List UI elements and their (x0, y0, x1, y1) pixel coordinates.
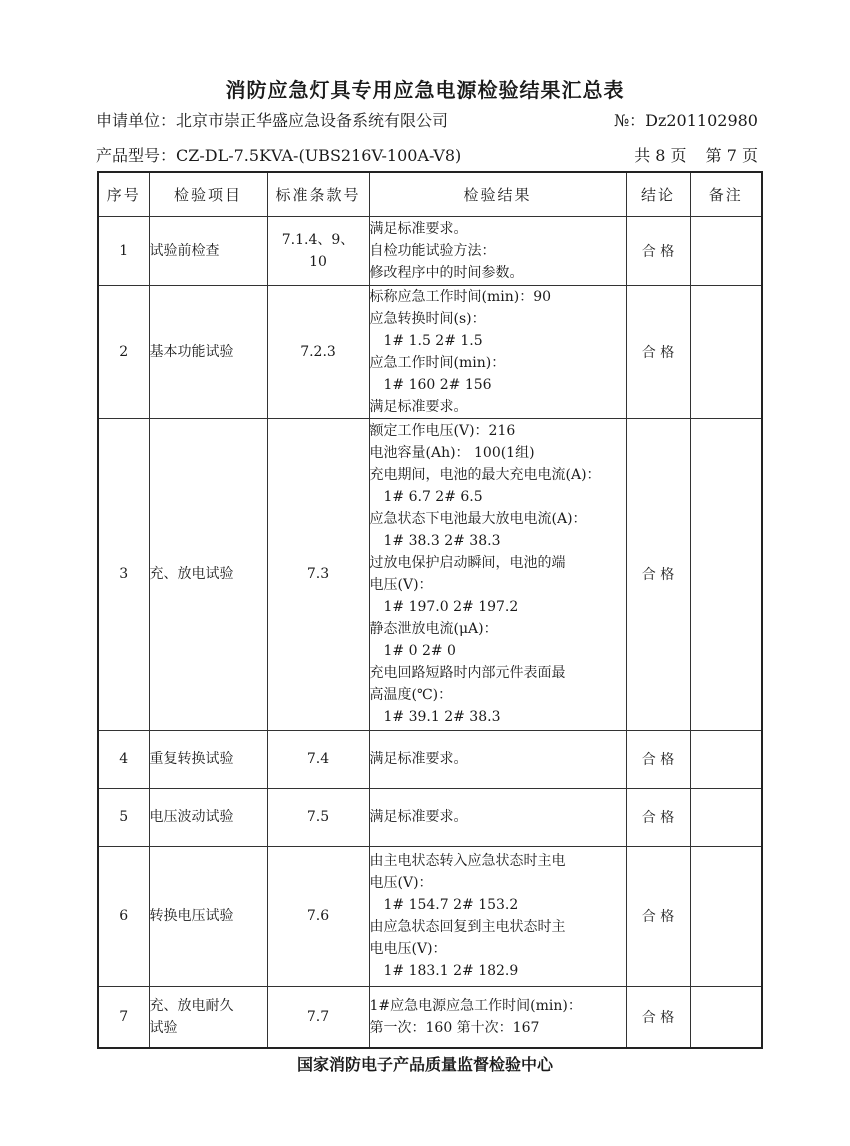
table-row (98, 846, 762, 986)
test-result (369, 788, 626, 846)
result-line: 1# 6.7 2# 6.5 (383, 489, 483, 505)
table-row (98, 418, 762, 730)
footer-organization: 国家消防电子产品质量监督检验中心 (296, 1055, 553, 1074)
result-line: 1# 197.0 2# 197.2 (383, 599, 519, 615)
test-item-line: 试验前检查 (149, 242, 220, 259)
table-row (98, 216, 762, 285)
page-info (620, 143, 758, 166)
clause-number (267, 846, 369, 986)
result-line: 额定工作电压(V)：216 (369, 423, 516, 439)
result-line: 过放电保护启动瞬间，电池的端 (369, 555, 566, 571)
clause-line: 7.4 (306, 751, 330, 767)
total-pages: 共 8 页 (634, 146, 687, 165)
clause-line: 7.6 (306, 908, 330, 924)
test-item (149, 418, 267, 730)
clause-line: 10 (309, 253, 327, 270)
test-result (369, 418, 626, 730)
header-clause: 标准条款号 (267, 172, 369, 216)
result-line: 应急转换时间(s)： (369, 310, 486, 327)
row-number: 5 (98, 788, 149, 846)
clause-line: 7.5 (306, 809, 330, 825)
test-item (149, 846, 267, 986)
test-item-line: 电压波动试验 (149, 809, 234, 825)
conclusion: 合 格 (626, 986, 690, 1048)
report-number: №：Dz201102980 (613, 111, 758, 130)
result-line: 修改程序中的时间参数。 (369, 264, 524, 281)
result-line: 应急状态下电池最大放电电流(A)： (369, 511, 587, 527)
conclusion: 合 格 (626, 285, 690, 418)
conclusion: 合 格 (626, 846, 690, 986)
page-number: 第 7 页 (705, 146, 758, 165)
table-row (98, 285, 762, 418)
test-item-line: 转换电压试验 (149, 908, 234, 924)
test-result (369, 986, 626, 1048)
conclusion: 合 格 (626, 418, 690, 730)
remark (690, 216, 762, 285)
result-line: 标称应急工作时间(min)：90 (369, 288, 552, 305)
table-row (98, 986, 762, 1048)
result-line: 充电回路短路时内部元件表面最 (369, 665, 566, 681)
result-line: 1# 0 2# 0 (383, 643, 456, 659)
product-model: 产品型号：CZ-DL-7.5KVA-(UBS216V-100A-V8) (96, 146, 462, 165)
results-table (97, 171, 763, 1049)
result-line: 第一次：160 第十次：167 (369, 1019, 540, 1036)
conclusion: 合 格 (626, 216, 690, 285)
clause-number (267, 730, 369, 788)
header-item: 检验项目 (149, 172, 267, 216)
test-item (149, 986, 267, 1048)
test-item (149, 285, 267, 418)
result-line: 满足标准要求。 (369, 220, 468, 237)
clause-line: 7.7 (306, 1008, 330, 1025)
clause-line: 7.3 (306, 566, 330, 582)
remark (690, 846, 762, 986)
remark (690, 986, 762, 1048)
remark (690, 418, 762, 730)
result-line: 静态泄放电流(μA)： (369, 621, 498, 637)
header-remark: 备注 (690, 172, 762, 216)
remark (690, 730, 762, 788)
test-item-line: 充、放电试验 (149, 566, 234, 582)
result-line: 1# 154.7 2# 153.2 (383, 897, 519, 913)
test-item (149, 788, 267, 846)
test-item-line: 基本功能试验 (149, 343, 234, 360)
clause-line: 7.2.3 (300, 343, 336, 360)
test-result (369, 285, 626, 418)
result-line: 应急工作时间(min)： (369, 354, 506, 371)
result-line: 电池容量(Ah)： 100(1组) (369, 445, 535, 461)
test-item (149, 730, 267, 788)
result-line: 满足标准要求。 (369, 751, 468, 767)
conclusion: 合 格 (626, 788, 690, 846)
result-line: 由应急状态回复到主电状态时主 (369, 919, 566, 935)
result-line: 1# 1.5 2# 1.5 (383, 332, 483, 349)
result-line: 1# 183.1 2# 182.9 (383, 963, 519, 979)
table-row (98, 788, 762, 846)
remark (690, 285, 762, 418)
header-no: 序号 (98, 172, 149, 216)
result-line: 电电压(V)： (369, 941, 447, 957)
result-line: 1# 160 2# 156 (383, 376, 492, 393)
result-line: 1# 39.1 2# 38.3 (383, 709, 501, 725)
result-line: 高温度(℃)： (369, 687, 453, 703)
clause-number (267, 788, 369, 846)
test-result (369, 730, 626, 788)
table-header-row (98, 172, 762, 216)
row-number: 2 (98, 285, 149, 418)
clause-number (267, 418, 369, 730)
header-conclusion: 结论 (626, 172, 690, 216)
clause-number (267, 986, 369, 1048)
result-line: 满足标准要求。 (369, 398, 468, 415)
test-item (149, 216, 267, 285)
test-item-line: 充、放电耐久 (149, 997, 234, 1014)
header-result: 检验结果 (369, 172, 626, 216)
result-line: 1#应急电源应急工作时间(min)： (369, 997, 582, 1014)
result-line: 电压(V)： (369, 577, 433, 593)
result-line: 由主电状态转入应急状态时主电 (369, 853, 566, 869)
test-item-line: 重复转换试验 (149, 751, 234, 767)
row-number: 3 (98, 418, 149, 730)
clause-line: 7.1.4、9、 (281, 231, 355, 248)
clause-number (267, 216, 369, 285)
clause-number (267, 285, 369, 418)
result-line: 充电期间，电池的最大充电电流(A)： (369, 467, 601, 483)
table-row (98, 730, 762, 788)
test-result (369, 216, 626, 285)
applicant: 申请单位：北京市崇正华盛应急设备系统有限公司 (96, 111, 449, 130)
document-title: 消防应急灯具专用应急电源检验结果汇总表 (225, 78, 625, 102)
row-number: 7 (98, 986, 149, 1048)
test-item-line: 试验 (149, 1019, 178, 1036)
meta-line-model (96, 143, 758, 166)
row-number: 6 (98, 846, 149, 986)
result-line: 电压(V)： (369, 875, 433, 891)
meta-line-applicant (96, 108, 758, 131)
result-line: 自检功能试验方法： (369, 242, 496, 259)
row-number: 1 (98, 216, 149, 285)
conclusion: 合 格 (626, 730, 690, 788)
result-line: 满足标准要求。 (369, 809, 468, 825)
test-result (369, 846, 626, 986)
row-number: 4 (98, 730, 149, 788)
remark (690, 788, 762, 846)
result-line: 1# 38.3 2# 38.3 (383, 533, 501, 549)
